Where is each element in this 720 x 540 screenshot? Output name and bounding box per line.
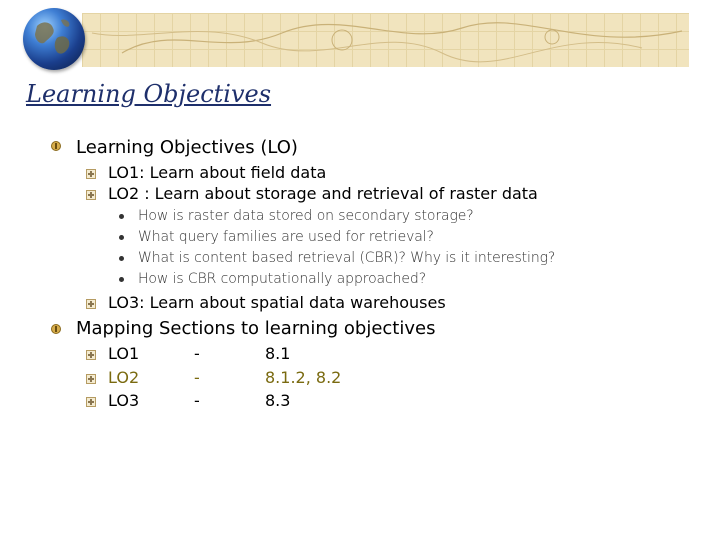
lo2-question-cbr: What is content based retrieval (CBR)? Why is it interesting? bbox=[138, 250, 556, 266]
map-banner bbox=[82, 13, 689, 67]
level2-bullet-icon bbox=[86, 397, 96, 407]
outline-subitem-lo3: LO3: Learn about spatial data warehouses bbox=[108, 293, 446, 312]
level3-bullet-icon bbox=[119, 214, 124, 219]
level3-bullet-icon bbox=[119, 277, 124, 282]
level2-bullet-icon bbox=[86, 374, 96, 384]
slide-title: Learning Objectives bbox=[26, 80, 272, 108]
level1-bullet-icon bbox=[51, 141, 61, 151]
outline-item-learning-objectives: Learning Objectives (LO) bbox=[76, 137, 298, 158]
level2-bullet-icon bbox=[86, 350, 96, 360]
level3-bullet-icon bbox=[119, 235, 124, 240]
level2-bullet-icon bbox=[86, 299, 96, 309]
lo2-question-query-families: What query families are used for retrieval? bbox=[138, 229, 434, 245]
mapping-lo-label: LO3 bbox=[108, 391, 140, 410]
mapping-dash: - bbox=[194, 368, 200, 387]
globe-icon bbox=[23, 8, 85, 70]
lo2-question-storage: How is raster data stored on secondary storage? bbox=[138, 208, 474, 224]
mapping-sections: 8.3 bbox=[265, 391, 291, 410]
outline-subitem-lo2: LO2 : Learn about storage and retrieval of raster data bbox=[108, 184, 538, 203]
level3-bullet-icon bbox=[119, 256, 124, 261]
mapping-lo-label: LO1 bbox=[108, 344, 140, 363]
mapping-dash: - bbox=[194, 391, 200, 410]
outline-item-mapping-sections: Mapping Sections to learning objectives bbox=[76, 318, 436, 339]
level2-bullet-icon bbox=[86, 169, 96, 179]
mapping-sections: 8.1 bbox=[265, 344, 291, 363]
mapping-dash: - bbox=[194, 344, 200, 363]
outline-subitem-lo1: LO1: Learn about field data bbox=[108, 163, 327, 182]
mapping-lo-label: LO2 bbox=[108, 368, 140, 387]
level2-bullet-icon bbox=[86, 190, 96, 200]
mapping-sections: 8.1.2, 8.2 bbox=[265, 368, 342, 387]
lo2-question-cbr-approach: How is CBR computationally approached? bbox=[138, 271, 427, 287]
level1-bullet-icon bbox=[51, 324, 61, 334]
